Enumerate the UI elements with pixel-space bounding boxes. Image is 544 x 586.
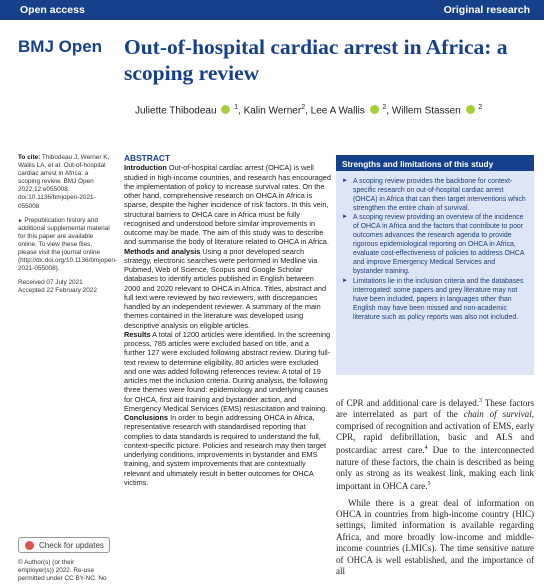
author-name[interactable]: Lee A Wallis: [310, 105, 365, 117]
conclusions-label: Conclusions: [124, 413, 169, 422]
intro-text: Out-of-hospital cardiac arrest (OHCA) is well studied in high-income countries, and research has encouraged the implementation of policy to increase survival rates. On the other hand, comprehensive research on OHCA in Africa is sparse, despite the higher incidence of risk factors. In this vein, structural barriers to OHCA care in Africa must be fully recognised and understood before similar improvements in outcome may be made. The aim of this study was to describe and summarise the body of literature related to OHCA in Africa.: [124, 163, 331, 247]
list-item: [342, 177, 526, 213]
body-text: [336, 396, 534, 582]
author-affiliation: 2: [382, 104, 387, 111]
check-updates-label: Check for updates: [39, 541, 104, 550]
methods-label: Methods and analysis: [124, 246, 201, 256]
intro-label: Introduction: [124, 163, 167, 173]
abstract-heading: ABSTRACT: [124, 153, 171, 163]
orcid-icon[interactable]: [466, 105, 475, 114]
abstract-methods: [124, 247, 331, 330]
body-span: , comprised of recognition and activation of EMS, early CPR, rapid defibrillation, basic and ALS and postcardiac arrest care.: [336, 409, 534, 456]
left-sidebar: [18, 154, 117, 296]
accepted-date: Accepted 22 February 2022: [18, 287, 97, 295]
results-text: A total of 1200 articles were identified. In the screening process, 785 articles were excluded based on title, and a further 127 were excluded following abstract review. During full-text review to determine eligibility, 80 articles were excluded and one was added following references review. A total of 19 articles met the inclusion criteria. During analysis, the following three themes were found: epidemiology and underlying causes for OHCA, first aid training and bystander action, and Emergency Medical Services (EMS) resuscitation and training.: [124, 329, 331, 413]
license-text: © Author(s) (or their employer(s)) 2022. Re-use permitted under CC BY-NC. No: [18, 559, 107, 583]
list-item-text: A scoping review provides the backbone for context-specific research on out-of-hospital cardiac arrest (OHCA) in Africa that can then target interventions which strengthen the entire chain of survival.: [353, 178, 526, 213]
body-span: These factors are interrelated as part of the: [336, 398, 534, 420]
body-span: Due to the interconnected nature of these factors, the chain is described as being only as strong as its weakest link, making each link important in OHCA care.: [336, 445, 534, 492]
abstract-section: [124, 154, 331, 487]
author-list: Juliette Thibodeau $^1$, Kalin Werner$^2$, Lee A Wallis $^2$, Willem Stassen $^2$: [135, 104, 483, 117]
reference-sup[interactable]: 5: [427, 481, 431, 488]
author-name[interactable]: Kalin Werner: [243, 105, 302, 117]
check-updates-button[interactable]: [18, 537, 110, 553]
conclusions-text: In order to begin addressing OHCA in Africa, representative research with standardised reporting that complies to data standards is required to understand the full, context-specific picture. Policies and research may then target underlying conditions, improvements in bystander and EMS training, and system improvements that are contextually relevant and ultimately result in better outcomes for OHCA victims.: [124, 413, 327, 487]
strengths-limitations-box: [336, 155, 534, 375]
methods-text: Using a prior developed search strategy, electronic searches were performed in Medline via Pubmed, Web of Science, Scopus and Google Scholar databases to identify articles published in English between 2000 and 2020 relevant to OHCA in Africa. Titles, abstract and full text were reviewed by two reviewers, with discrepancies handled by an independent reviewer. A summary of the main themes contained in the literature was developed using descriptive analysis on eligible articles.: [124, 246, 327, 330]
triangle-bullet-icon: ►: [342, 178, 348, 184]
journal-name: BMJ Open: [18, 37, 103, 56]
reference-sup[interactable]: 3: [479, 398, 483, 404]
reference-sup[interactable]: 4: [424, 445, 428, 452]
check-updates-icon: [25, 541, 34, 550]
abstract-results: [124, 330, 331, 413]
chain-of-survival-term: chain of survival: [463, 409, 532, 420]
triangle-bullet-icon: ►: [342, 277, 348, 284]
author-affiliation: 2: [478, 104, 483, 111]
orcid-icon[interactable]: [221, 105, 230, 114]
body-span: of CPR and additional care is delayed.: [336, 398, 480, 409]
abstract-introduction: [124, 163, 331, 246]
author-name[interactable]: Juliette Thibodeau: [135, 105, 217, 117]
triangle-bullet-icon: ►: [342, 214, 348, 221]
list-item-text: A scoping review providing an overview of the incidence of OHCA in Africa and the factors that contribute to poor outcomes advances the research agenda to provide rigorous epidemiological reporting on OHCA in Africa, evaluate cost-effectiveness of policies to address OHCA and improve Emergency Medical Services and bystander training.: [353, 214, 525, 276]
author-affiliation: 2: [301, 104, 306, 111]
orcid-icon[interactable]: [370, 105, 379, 114]
cite-text: Thibodeau J, Werner K, Wallis LA, et al. Out-of-hospital cardiac arrest in Africa: a scoping review. BMJ Open 2022;12:e055008. doi:10.1136/bmjopen-2021-055008: [18, 154, 110, 210]
author-name[interactable]: Willem Stassen: [391, 105, 461, 117]
prepub-note: [18, 216, 117, 274]
results-label: Results: [124, 329, 151, 339]
list-item: [342, 213, 526, 276]
open-access-label: Open access: [20, 4, 85, 16]
author-affiliation: 1: [234, 104, 239, 111]
prepub-text: Prepublication history and additional supplemental material for this paper are available online. To view these files, please visit the journal online (http://dx.doi.org/10.1136/bmjopen-2021-055008).: [18, 216, 117, 273]
box-list: [336, 171, 534, 322]
header-bar: [0, 0, 544, 20]
citation-block: [18, 154, 110, 211]
abstract-conclusions: [124, 413, 331, 487]
list-item-text: Limitations lie in the inclusion criteria and the databases interrogated: some papers and grey literature may not have been included, papers in languages other than English may have been missed and non-academic literature such as policy reports was also not included.: [353, 277, 524, 321]
body-paragraph: [336, 396, 534, 493]
article-title: Out-of-hospital cardiac arrest in Africa: a scoping review: [124, 35, 508, 85]
cite-label: To cite:: [18, 154, 41, 161]
box-heading: Strengths and limitations of this study: [336, 155, 534, 171]
body-paragraph: While there is a great deal of information on OHCA in countries from high-income country (HIC) settings, limited information is available regarding Africa, and more broadly low-income and middle-income countries (LMICs). The time sensitive nature of OHCA is well established, and the importance of all: [336, 497, 534, 576]
received-date: Received 07 July 2021: [18, 279, 83, 287]
article-type-label: Original research: [443, 4, 530, 16]
list-item: [342, 277, 526, 322]
